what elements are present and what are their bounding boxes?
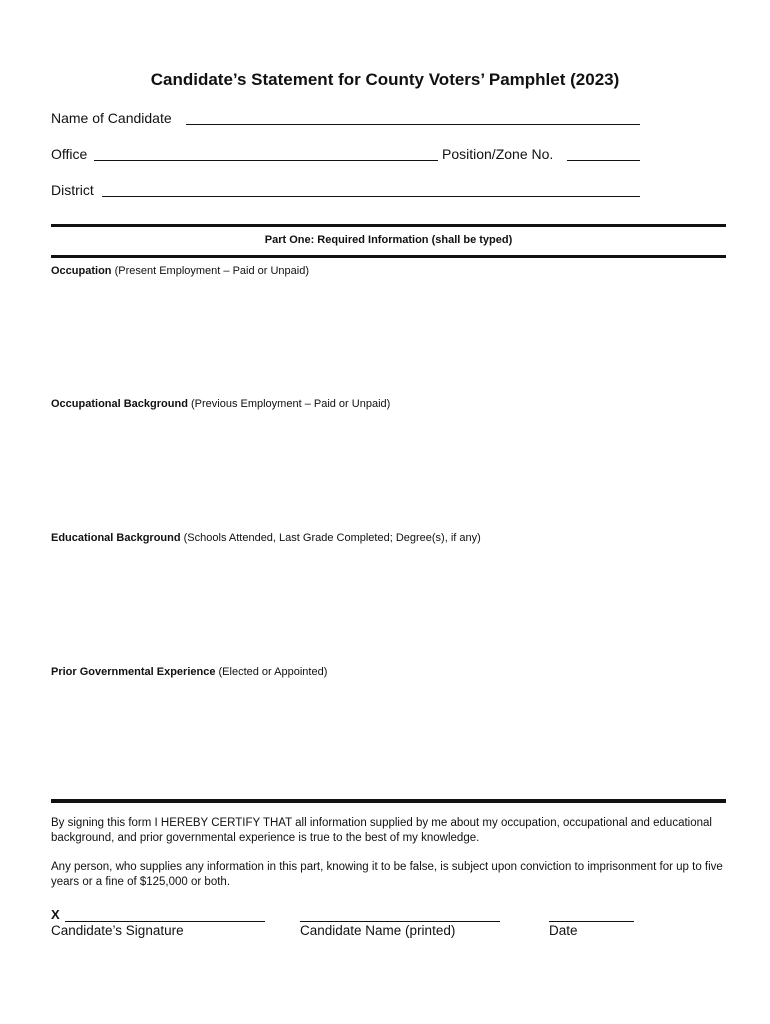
date-label: Date (549, 923, 578, 938)
prior-governmental-experience-answer-area[interactable] (51, 683, 726, 793)
prior-governmental-experience-hint: (Elected or Appointed) (218, 666, 328, 678)
occupation-label: Occupation (51, 265, 112, 277)
office-label: Office (51, 146, 88, 162)
date-field[interactable] (549, 921, 634, 922)
certification-paragraph: By signing this form I HEREBY CERTIFY THAT all information supplied by me about my occupation, occupational and educational background, and prior governmental experience is true to the best of my knowledge. (51, 817, 712, 844)
signature-x-mark: X (51, 907, 60, 922)
district-field[interactable] (102, 196, 640, 197)
signature-label: Candidate’s Signature (51, 923, 184, 938)
position-zone-field[interactable] (567, 160, 640, 161)
occupation-hint: (Present Employment – Paid or Unpaid) (114, 265, 310, 277)
educational-background-section-label (51, 532, 481, 544)
penalty-paragraph: Any person, who supplies any information in this part, knowing it to be false, is subject upon conviction to imprisonment for up to five years or a fine of $125,000 or both. (51, 861, 723, 888)
occupation-section-label (51, 265, 309, 277)
occupational-background-label: Occupational Background (51, 398, 188, 410)
name-of-candidate-field[interactable] (186, 124, 640, 125)
occupational-background-answer-area[interactable] (51, 415, 726, 525)
district-label: District (51, 182, 94, 198)
signature-field[interactable] (65, 921, 265, 922)
educational-background-hint: (Schools Attended, Last Grade Completed; Degree(s), if any) (183, 532, 481, 544)
occupation-answer-area[interactable] (51, 282, 726, 392)
educational-background-answer-area[interactable] (51, 549, 726, 659)
position-zone-label: Position/Zone No. (442, 146, 554, 162)
part-one-top-rule (51, 224, 726, 227)
prior-governmental-experience-section-label (51, 666, 327, 678)
part-one-heading: Part One: Required Information (shall be typed) (264, 234, 513, 246)
educational-background-label: Educational Background (51, 532, 181, 544)
occupational-background-section-label (51, 398, 390, 410)
name-printed-label: Candidate Name (printed) (300, 923, 456, 938)
occupational-background-hint: (Previous Employment – Paid or Unpaid) (190, 398, 391, 410)
name-printed-field[interactable] (300, 921, 500, 922)
certification-divider (51, 799, 726, 803)
office-field[interactable] (94, 160, 438, 161)
part-one-bottom-rule (51, 255, 726, 258)
prior-governmental-experience-label: Prior Governmental Experience (51, 666, 216, 678)
name-of-candidate-label: Name of Candidate (51, 110, 172, 126)
form-title: Candidate’s Statement for County Voters’ Pamphlet (2023) (150, 70, 620, 89)
